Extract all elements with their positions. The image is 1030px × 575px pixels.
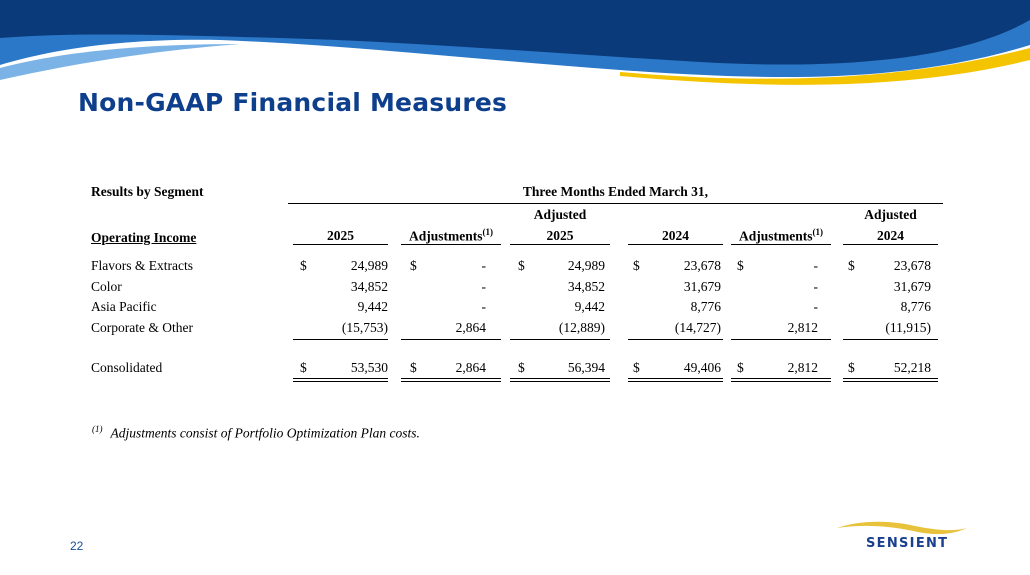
subtotal-underline bbox=[843, 339, 938, 340]
total-double-underline bbox=[401, 378, 501, 382]
table-cell: 2,812 bbox=[787, 319, 818, 335]
column-underline bbox=[510, 244, 610, 245]
currency-symbol: $ bbox=[848, 258, 855, 273]
currency-symbol: $ bbox=[848, 359, 855, 375]
column-header-adjustments-2025: Adjustments$^{(1)}$ bbox=[408, 226, 493, 243]
footnote-marker: (1) bbox=[92, 424, 103, 434]
subtotal-underline bbox=[731, 339, 831, 340]
column-header-adjusted-2025: Adjusted 2025 bbox=[533, 207, 587, 243]
table-cell: 2,812 bbox=[787, 359, 818, 375]
table-cell: 34,852 bbox=[567, 278, 605, 294]
table-cell: - bbox=[813, 299, 818, 314]
subtotal-underline bbox=[628, 339, 723, 340]
column-header-2024: 2024 bbox=[662, 228, 689, 243]
table-cell: 23,678 bbox=[683, 258, 721, 273]
table-cell: 2,864 bbox=[455, 359, 486, 375]
subtotal-underline bbox=[510, 339, 610, 340]
column-header-adjustments-2024: Adjustments$^{(1)}$ bbox=[738, 226, 823, 243]
currency-symbol: $ bbox=[518, 359, 525, 375]
row-label: Color bbox=[91, 278, 122, 294]
table-cell: 31,679 bbox=[893, 278, 931, 294]
segment-results-table bbox=[88, 180, 943, 375]
currency-symbol: $ bbox=[410, 258, 417, 273]
table-cell: 2,864 bbox=[455, 319, 486, 335]
table-cell: 23,678 bbox=[893, 258, 931, 273]
table-cell: 24,989 bbox=[567, 258, 605, 273]
table-row bbox=[88, 320, 943, 360]
table-cell: 52,218 bbox=[893, 359, 931, 375]
table-cell: 34,852 bbox=[350, 278, 388, 294]
table-cell: - bbox=[481, 299, 486, 314]
currency-symbol: $ bbox=[300, 258, 307, 273]
table-cell: (12,889) bbox=[558, 319, 605, 335]
row-label: Consolidated bbox=[91, 359, 163, 375]
currency-symbol: $ bbox=[633, 359, 640, 375]
subtotal-underline bbox=[401, 339, 501, 340]
column-header-2025: 2025 bbox=[327, 228, 354, 243]
footnote bbox=[92, 424, 420, 442]
table-cell: (14,727) bbox=[674, 319, 721, 335]
table-cell: (15,753) bbox=[341, 319, 388, 335]
total-double-underline bbox=[731, 378, 831, 382]
table-total-row bbox=[88, 360, 943, 381]
table-cell: - bbox=[481, 278, 486, 294]
column-header-adjusted-2024: Adjusted 2024 bbox=[864, 207, 917, 243]
table-cell: 9,442 bbox=[357, 299, 388, 314]
company-logo: SENSIENT bbox=[866, 536, 949, 551]
table-row bbox=[88, 279, 943, 300]
table-cell: - bbox=[813, 258, 818, 273]
table-cell: - bbox=[813, 278, 818, 294]
total-double-underline bbox=[628, 378, 723, 382]
total-double-underline bbox=[293, 378, 388, 382]
row-group-header: Operating Income bbox=[91, 230, 197, 245]
row-label: Flavors & Extracts bbox=[91, 258, 193, 273]
column-underline bbox=[401, 244, 501, 245]
table-cell: 31,679 bbox=[683, 278, 721, 294]
table-cell: 56,394 bbox=[567, 359, 605, 375]
column-underline bbox=[628, 244, 723, 245]
currency-symbol: $ bbox=[518, 258, 525, 273]
table-cell: 8,776 bbox=[900, 299, 931, 314]
currency-symbol: $ bbox=[410, 359, 417, 375]
total-double-underline bbox=[843, 378, 938, 382]
currency-symbol: $ bbox=[633, 258, 640, 273]
total-double-underline bbox=[510, 378, 610, 382]
table-cell: 24,989 bbox=[350, 258, 388, 273]
table-cell: 49,406 bbox=[683, 359, 721, 375]
page-number: 22 bbox=[70, 539, 84, 553]
table-cell: 8,776 bbox=[690, 299, 721, 314]
table-cell: 9,442 bbox=[574, 299, 605, 314]
table-row bbox=[88, 258, 943, 279]
table-cell: (11,915) bbox=[885, 319, 931, 335]
row-label: Corporate & Other bbox=[91, 319, 193, 335]
footnote-text: Adjustments consist of Portfolio Optimization Plan costs. bbox=[110, 425, 420, 441]
row-label: Asia Pacific bbox=[91, 299, 157, 314]
segment-header: Results by Segment bbox=[91, 184, 204, 199]
table-cell: - bbox=[481, 258, 486, 273]
table-row bbox=[88, 299, 943, 320]
currency-symbol: $ bbox=[737, 258, 744, 273]
column-underline bbox=[843, 244, 938, 245]
period-header: Three Months Ended March 31, bbox=[522, 184, 709, 199]
subtotal-underline bbox=[293, 339, 388, 340]
table-cell: 53,530 bbox=[350, 359, 388, 375]
column-headers bbox=[88, 208, 943, 248]
column-underline bbox=[293, 244, 388, 245]
page-title: Non-GAAP Financial Measures bbox=[78, 88, 508, 117]
column-underline bbox=[731, 244, 831, 245]
currency-symbol: $ bbox=[737, 359, 744, 375]
currency-symbol: $ bbox=[300, 359, 307, 375]
